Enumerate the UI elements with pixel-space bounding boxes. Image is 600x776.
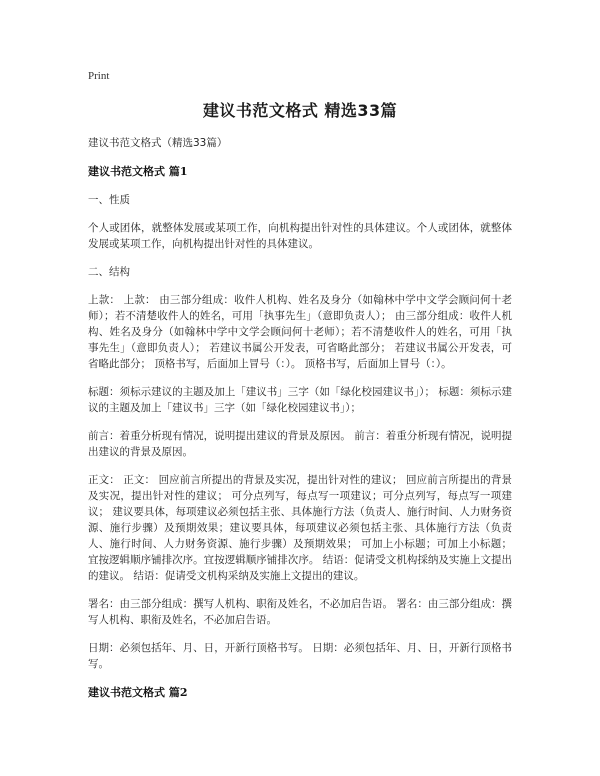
article-heading-1: 建议书范文格式 篇1 [88,165,188,178]
section-heading-nature: 一、性质 [88,194,130,206]
paragraph-nature: 个人或团体，就整体发展或某项工作，向机构提出针对性的具体建议。个人或团体，就整体发展或某项工作，向机构提出针对性的具体建议。 [88,222,512,250]
paragraph-body: 正文： 正文： 回应前言所提出的背景及实况，提出针对性的建议； 回应前言所提出的背景及实况，提出针对性的建议； 可分点列写，每点写一项建议；可分点列写，每点写一项建议； 建议要具体，每项建议必须包括主张、具体施行方法（负责人、施行时间、人力财务资源、施行步骤）及预期效果；建议要具体，每项建议必须包括主张、具体施行方法（负责人、施行时间、人力财务资源、施行步骤）及预期效果； 可加上小标题；可加上小标题； 宜按逻辑顺序铺排次序。宜按逻辑顺序铺排次序。 结语：促请受文机构採纳及实施上文提出的建议。 结语：促请受文机构采纳及实施上文提出的建议。 [88,474,512,582]
paragraph-date: 日期：必须包括年、月、日，开新行顶格书写。 日期：必须包括年、月、日，开新行顶格书写。 [88,642,512,670]
document-title: 建议书范文格式 精选33篇 [202,101,398,120]
paragraph-title: 标题：须标示建议的主题及加上「建议书」三字（如「绿化校园建议书」）； 标题：须标示建议的主题及加上「建议书」三字（如「绿化校园建议书」）； [88,386,512,414]
paragraph-signature: 署名：由三部分组成：撰写人机构、职衔及姓名，不必加启告语。 署名：由三部分组成：撰写人机构、职衔及姓名，不必加启告语。 [88,598,512,626]
document-subtitle: 建议书范文格式（精选33篇） [88,137,228,149]
paragraph-upper: 上款： 上款： 由三部分组成：收件人机构、姓名及身分（如翰林中学中文学会顾问何十老师）；若不清楚收件人的姓名，可用「执事先生」（意即负责人）； 由三部分组成：收件人机构、姓名及身分（如翰林中学中文学会顾问何十老师）；若不清楚收件人的姓名，可用「执事先生」（意即负责人）； 若建议书属公开发表，可省略此部分； 若建议书属公开发表，可省略此部分； 顶格书写，后面加上冒号（：）。 顶格书写，后面加上冒号（：）。 [88,294,512,370]
paragraph-preface: 前言：着重分析现有情况，说明提出建议的背景及原因。 前言：着重分析现有情况，说明提出建议的背景及原因。 [88,430,512,458]
print-label[interactable]: Print [88,70,110,82]
article-heading-2: 建议书范文格式 篇2 [88,686,188,699]
section-heading-structure: 二、结构 [88,266,130,278]
